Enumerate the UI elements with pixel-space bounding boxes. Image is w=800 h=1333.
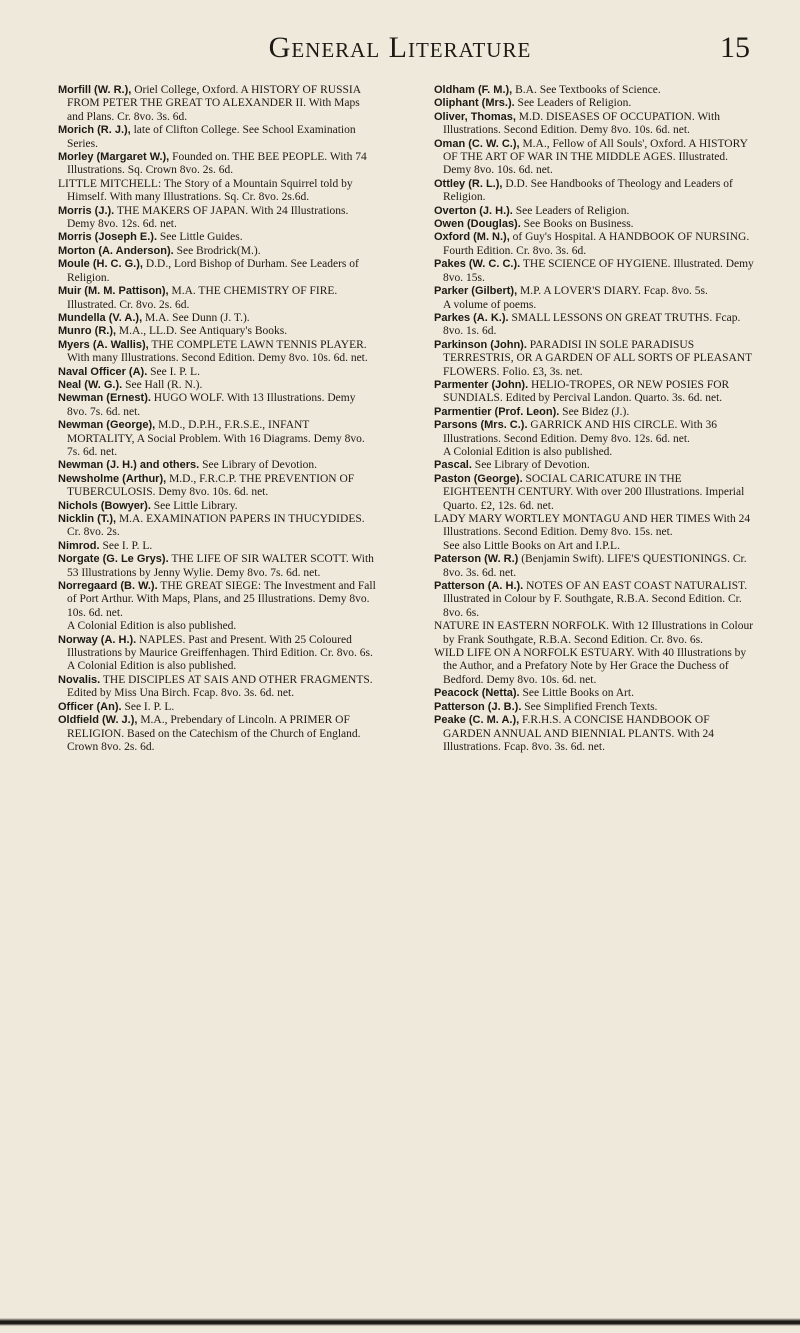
author-name: Parmentier (Prof. Leon). xyxy=(434,405,560,418)
author-name: Naval Officer (A). xyxy=(58,365,148,378)
author-name: Morton (A. Anderson). xyxy=(58,244,174,257)
entry-text: NAPLES. Past and Present. With 25 Coloured Illustrations by Maurice Greiffenhagen. Third Edition. Cr. 8vo. 6s. xyxy=(67,633,373,660)
entry-text: See Bidez (J.). xyxy=(562,405,630,418)
author-name: Newsholme (Arthur), xyxy=(58,472,167,485)
catalog-entry xyxy=(58,151,378,178)
entry-text: See I. P. L. xyxy=(124,700,175,713)
catalog-entry xyxy=(434,138,754,178)
entry-text: THE GREAT SIEGE: The Investment and Fall of Port Arthur. With Maps, Plans, and 25 Illustrations. Demy 8vo. 10s. 6d. net. xyxy=(67,580,376,619)
entry-note: See also Little Books on Art and I.P.L. xyxy=(443,539,620,552)
catalog-entry xyxy=(58,540,378,553)
entry-text: See I. P. L. xyxy=(102,539,153,552)
catalog-entry xyxy=(434,513,754,540)
catalog-entry xyxy=(58,258,378,285)
entry-note: A Colonial Edition is also published. xyxy=(443,445,613,458)
catalog-entry xyxy=(58,714,378,754)
catalog-entry xyxy=(58,325,378,338)
author-name: Newman (George), xyxy=(58,419,156,432)
author-name: Nicklin (T.), xyxy=(58,513,117,525)
author-name: Oldham (F. M.), xyxy=(434,84,513,96)
entry-text: See Hall (R. N.). xyxy=(125,378,203,391)
entry-text: See Little Books on Art. xyxy=(522,687,634,700)
catalog-entry xyxy=(58,459,378,472)
entry-text: See Leaders of Religion. xyxy=(517,97,632,110)
author-name: Paterson (W. R.) xyxy=(434,553,519,566)
catalog-entry xyxy=(58,84,378,124)
entry-text: See Little Library. xyxy=(153,499,238,512)
author-name: Myers (A. Wallis), xyxy=(58,338,149,351)
page-header xyxy=(50,28,750,68)
catalog-entry xyxy=(434,406,754,419)
entry-text: SOCIAL CARICATURE IN THE EIGHTEENTH CENTURY. With over 200 Illustrations. Imperial Quarto. £2, 12s. 6d. net. xyxy=(443,472,745,512)
author-name: Norway (A. H.). xyxy=(58,633,137,646)
catalog-entry xyxy=(58,634,378,661)
entry-text: M.A., LL.D. See Antiquary's Books. xyxy=(118,325,288,338)
left-column xyxy=(58,84,378,754)
entry-text: M.A., Prebendary of Lincoln. A PRIMER OF RELIGION. Based on the Catechism of the Church of England. Crown 8vo. 2s. 6d. xyxy=(67,714,361,753)
author-name: Mundella (V. A.), xyxy=(58,311,143,324)
author-name: Oliphant (Mrs.). xyxy=(434,97,515,110)
catalog-entry xyxy=(434,111,754,138)
entry-text: THE LIFE OF SIR WALTER SCOTT. With 53 Illustrations by Jenny Wylie. Demy 8vo. 7s. 6d. net. xyxy=(67,553,374,579)
catalog-entry xyxy=(434,379,754,406)
author-name: Norgate (G. Le Grys). xyxy=(58,553,169,566)
author-name: Morris (Joseph E.). xyxy=(58,231,158,244)
catalog-entry xyxy=(58,500,378,513)
entry-text: HUGO WOLF. With 13 Illustrations. Demy 8vo. 7s. 6d. net. xyxy=(67,392,356,418)
author-name: Parker (Gilbert), xyxy=(434,285,518,298)
entry-text: M.D., D.P.H., F.R.S.E., INFANT MORTALITY, A Social Problem. With 16 Diagrams. Demy 8vo. 7s. 6d. net. xyxy=(67,419,365,458)
catalog-entry xyxy=(58,513,378,540)
catalog-entry xyxy=(58,553,378,580)
entry-text: See Books on Business. xyxy=(523,218,634,231)
catalog-entry xyxy=(58,392,378,419)
catalog-entry xyxy=(58,231,378,244)
entry-text: See Brodrick(M.). xyxy=(176,244,261,257)
author-name: Newman (J. H.) and others. xyxy=(58,459,200,472)
entry-text: HELIO-TROPES, OR NEW POSIES FOR SUNDIALS. Edited by Percival Landon. Quarto. 3s. 6d. net. xyxy=(443,378,730,405)
catalog-entry xyxy=(58,205,378,232)
catalog-entry xyxy=(434,687,754,700)
catalog-entry xyxy=(58,366,378,379)
author-name: Morris (J.). xyxy=(58,204,115,217)
entry-text: See Little Guides. xyxy=(159,231,243,244)
catalog-entry xyxy=(58,580,378,620)
catalog-entry xyxy=(58,312,378,325)
entry-text: late of Clifton College. See School Examination Series. xyxy=(67,124,356,150)
running-title: General Literature xyxy=(268,31,532,64)
entry-text: NOTES OF AN EAST COAST NATURALIST. Illustrated in Colour by F. Southgate, R.B.A. Second Edition. Cr. 8vo. 6s. xyxy=(443,580,748,619)
entry-text: F.R.H.S. A CONCISE HANDBOOK OF GARDEN ANNUAL AND BIENNIAL PLANTS. With 24 Illustrations. Fcap. 8vo. 3s. 6d. net. xyxy=(443,714,714,753)
catalog-entry xyxy=(434,580,754,620)
author-name: Muir (M. M. Pattison), xyxy=(58,285,169,298)
catalog-entry xyxy=(434,205,754,218)
entry-text: GARRICK AND HIS CIRCLE. With 36 Illustrations. Second Edition. Demy 8vo. 12s. 6d. net. xyxy=(443,419,717,445)
catalog-entry xyxy=(58,245,378,258)
entry-note: A volume of poems. xyxy=(443,298,537,311)
entry-text: D.D., Lord Bishop of Durham. See Leaders of Religion. xyxy=(67,258,359,284)
author-name: Oxford (M. N.), xyxy=(434,231,510,244)
author-name: Parkinson (John). xyxy=(434,338,527,351)
page-number: 15 xyxy=(720,31,750,64)
catalog-entry xyxy=(434,553,754,580)
entry-text: M.A. See Dunn (J. T.). xyxy=(145,311,250,324)
author-name: Officer (An). xyxy=(58,700,122,713)
author-name: Norregaard (B. W.). xyxy=(58,580,158,593)
catalog-entry xyxy=(58,285,378,312)
entry-note: A Colonial Edition is also published. xyxy=(67,620,237,633)
entry-text: D.D. See Handbooks of Theology and Leaders of Religion. xyxy=(443,177,733,204)
entry-text: THE DISCIPLES AT SAIS AND OTHER FRAGMENTS. Edited by Miss Una Birch. Fcap. 8vo. 3s. 6d. net. xyxy=(67,673,373,700)
entry-text: Founded on. THE BEE PEOPLE. With 74 Illustrations. Sq. Crown 8vo. 2s. 6d. xyxy=(67,151,367,177)
entry-text: M.A. THE CHEMISTRY OF FIRE. Illustrated. Cr. 8vo. 2s. 6d. xyxy=(67,285,338,311)
entry-text: See Leaders of Religion. xyxy=(515,204,630,217)
catalog-entry xyxy=(434,231,754,258)
entry-text: of Guy's Hospital. A HANDBOOK OF NURSING. Fourth Edition. Cr. 8vo. 3s. 6d. xyxy=(443,231,750,257)
catalog-entry xyxy=(434,258,754,285)
entry-text: SMALL LESSONS ON GREAT TRUTHS. Fcap. 8vo. 1s. 6d. xyxy=(443,311,741,338)
catalog-entry xyxy=(58,124,378,151)
author-name: Patterson (A. H.). xyxy=(434,580,524,593)
entry-text: See Library of Devotion. xyxy=(474,459,590,472)
catalog-entry xyxy=(58,473,378,500)
author-name: Ottley (R. L.), xyxy=(434,177,503,190)
catalog-entry xyxy=(434,84,754,97)
author-name: Morfill (W. R.), xyxy=(58,84,132,96)
author-name: Peacock (Netta). xyxy=(434,687,520,700)
entry-text: M.D., F.R.C.P. THE PREVENTION OF TUBERCULOSIS. Demy 8vo. 10s. 6d. net. xyxy=(67,472,355,499)
entry-text: NATURE IN EASTERN NORFOLK. With 12 Illustrations in Colour by Frank Southgate, R.B.A. Second Edition. Cr. 8vo. 6s. xyxy=(434,620,754,646)
catalog-entry xyxy=(434,312,754,339)
entry-text: See I. P. L. xyxy=(150,365,200,378)
catalog-entry xyxy=(58,178,378,205)
author-name: Nichols (Bowyer). xyxy=(58,499,151,512)
entry-text: LITTLE MITCHELL: The Story of a Mountain Squirrel told by Himself. With many Illustrations. Sq. Cr. 8vo. 2s.6d. xyxy=(58,177,353,204)
entry-text: THE MAKERS OF JAPAN. With 24 Illustrations. Demy 8vo. 12s. 6d. net. xyxy=(67,204,349,231)
catalog-entry xyxy=(434,459,754,472)
entry-text: Oriel College, Oxford. A HISTORY OF RUSSIA FROM PETER THE GREAT TO ALEXANDER II. With Maps and Plans. Cr. 8vo. 3s. 6d. xyxy=(67,84,361,123)
author-name: Novalis. xyxy=(58,673,101,686)
author-name: Pakes (W. C. C.). xyxy=(434,258,521,271)
author-name: Munro (R.), xyxy=(58,325,117,338)
author-name: Nimrod. xyxy=(58,539,100,552)
entry-text: WILD LIFE ON A NORFOLK ESTUARY. With 40 Illustrations by the Author, and a Prefatory Note by Her Grace the Duchess of Bedford. Demy 8vo. 10s. 6d. net. xyxy=(434,647,747,686)
catalog-entry xyxy=(434,701,754,714)
entry-text: See Library of Devotion. xyxy=(202,459,318,472)
entry-text: LADY MARY WORTLEY MONTAGU AND HER TIMES With 24 Illustrations. Second Edition. Demy 8vo. 15s. net. xyxy=(434,513,751,539)
author-name: Patterson (J. B.). xyxy=(434,700,522,713)
right-column xyxy=(434,84,754,754)
author-name: Owen (Douglas). xyxy=(434,218,521,231)
author-name: Newman (Ernest). xyxy=(58,392,151,405)
author-name: Moule (H. C. G.), xyxy=(58,258,143,271)
catalog-entry xyxy=(58,339,378,366)
catalog-entry xyxy=(434,218,754,231)
entry-text: PARADISI IN SOLE PARADISUS TERRESTRIS, OR A GARDEN OF ALL SORTS OF PLEASANT FLOWERS. Folio. £3, 3s. net. xyxy=(443,338,752,378)
author-name: Oman (C. W. C.), xyxy=(434,137,520,150)
bottom-rule xyxy=(0,1318,800,1326)
entry-text: M.A., Fellow of All Souls', Oxford. A HISTORY OF THE ART OF WAR IN THE MIDDLE AGES. Illustrated. Demy 8vo. 10s. 6d. net. xyxy=(443,137,748,177)
entry-note: A Colonial Edition is also published. xyxy=(67,660,237,673)
entry-text: M.D. DISEASES OF OCCUPATION. With Illustrations. Second Edition. Demy 8vo. 10s. 6d. net. xyxy=(443,110,720,137)
entry-text: THE SCIENCE OF HYGIENE. Illustrated. Demy 8vo. 15s. xyxy=(443,258,754,284)
author-name: Parmenter (John). xyxy=(434,378,529,391)
catalog-entry xyxy=(58,674,378,701)
catalog-entry xyxy=(434,714,754,754)
catalog-entry xyxy=(434,473,754,513)
author-name: Paston (George). xyxy=(434,472,523,485)
author-name: Morich (R. J.), xyxy=(58,124,131,137)
entry-text: M.P. A LOVER'S DIARY. Fcap. 8vo. 5s. xyxy=(520,285,708,298)
catalog-entry xyxy=(434,97,754,110)
catalog-entry xyxy=(434,620,754,647)
catalog-entry xyxy=(58,379,378,392)
author-name: Peake (C. M. A.), xyxy=(434,714,520,727)
author-name: Oldfield (W. J.), xyxy=(58,714,138,727)
author-name: Parsons (Mrs. C.). xyxy=(434,419,528,432)
entry-text: M.A. EXAMINATION PAPERS IN THUCYDIDES. Cr. 8vo. 2s. xyxy=(67,513,365,539)
entry-text: See Simplified French Texts. xyxy=(524,700,658,713)
catalog-entry xyxy=(58,701,378,714)
entry-text: THE COMPLETE LAWN TENNIS PLAYER. With many Illustrations. Second Edition. Demy 8vo. 10s. 6d. net. xyxy=(67,338,368,365)
catalog-entry xyxy=(58,419,378,459)
author-name: Oliver, Thomas, xyxy=(434,110,516,123)
author-name: Morley (Margaret W.), xyxy=(58,151,170,164)
author-name: Neal (W. G.). xyxy=(58,378,123,391)
entry-text: B.A. See Textbooks of Science. xyxy=(515,84,661,96)
author-name: Overton (J. H.). xyxy=(434,204,513,217)
catalog-entry xyxy=(434,647,754,687)
entry-text: (Benjamin Swift). LIFE'S QUESTIONINGS. Cr. 8vo. 3s. 6d. net. xyxy=(443,553,747,579)
author-name: Parkes (A. K.). xyxy=(434,311,509,324)
catalog-entry xyxy=(434,339,754,379)
catalog-entry xyxy=(434,419,754,446)
catalog-entry xyxy=(434,285,754,298)
catalog-entry xyxy=(434,178,754,205)
author-name: Pascal. xyxy=(434,459,472,472)
